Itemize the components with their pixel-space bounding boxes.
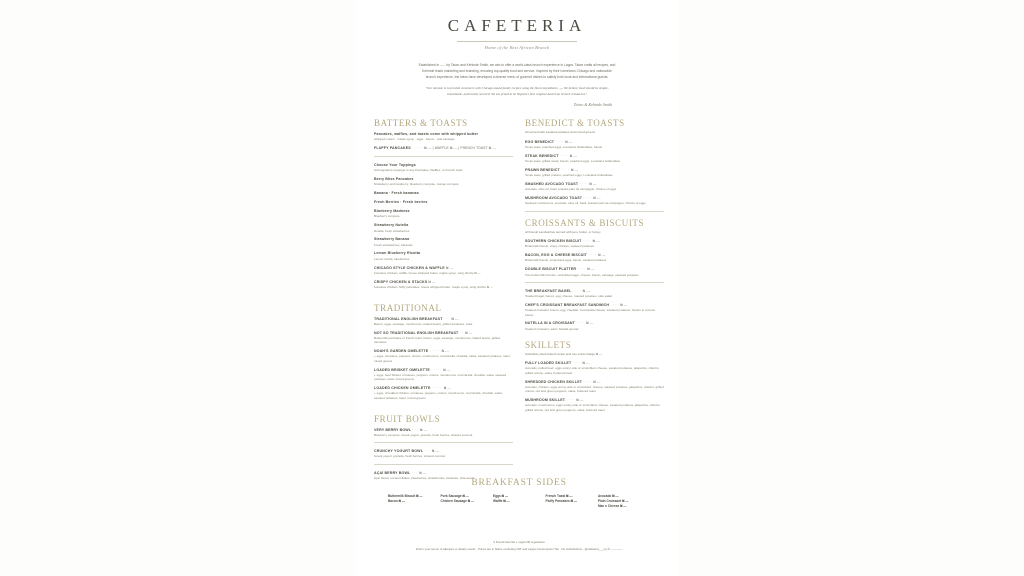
- section-title-benedict: BENEDICT & TOASTS: [525, 118, 625, 128]
- item-desc: + eggs, shredded chicken, tomatoes, peppers, onions, mushrooms, mozzarella, cheddar, salsa, sautéed potatoes, toast, mixed greens: [374, 391, 503, 400]
- item-price: ₦ ---: [441, 349, 449, 354]
- item-name: Lemon Blueberry Ricotta: [374, 251, 421, 256]
- menu-column-left: [374, 118, 513, 485]
- item-price: ₦ ---: [570, 167, 579, 172]
- item-name: NUTELLA IN A CROISSANT: [525, 321, 576, 326]
- sides-column: [493, 494, 545, 509]
- intro-text: Established in ----- by Taiwo and Kehinde Smith, we aim to offer a world-class brunch experience in Lagos. Taiwo crafts all recipes, and Kehinde leads marketing and branding, ensuring top-quality food and service. Inspired by their hometown Chicago and nationwide brunch experience, the twins have developed a diverse menu of gourmet dishes to satisfy both local and international guests.: [418, 63, 616, 79]
- item-desc: Sautéed mushrooms, avocado, olive oil, basil, toasted pain de campagne. Choice of eggs: [525, 201, 646, 206]
- menu-item: [374, 368, 513, 382]
- item-name: AÇAÍ BERRY BOWL: [374, 470, 411, 475]
- section-title-sides: BREAKFAST SIDES: [471, 478, 567, 488]
- leader-dots: ···: [412, 427, 419, 432]
- leader-dots: ····: [566, 398, 576, 403]
- divider: [525, 211, 664, 212]
- item-price: ₦ ---: [451, 316, 459, 321]
- menu-item: [374, 132, 513, 142]
- item-desc: + eggs, tomatoes, peppers, onions, mushrooms, mozzarella, cheddar, salsa, sautéed potatoes, toast, mixed greens: [374, 354, 511, 363]
- menu-item: [374, 349, 513, 363]
- item-name: PRAWN BENEDICT: [525, 167, 560, 172]
- brand-title: CAFETERIA: [447, 16, 587, 35]
- item-desc: Avocado, chicken, eggs sunny side or scrambled, cheese, sautéed potatoes, jalapeños, cilantro, grilled onions, red and green peppers, salsa, buttered toast: [525, 384, 664, 394]
- menu-item: [525, 380, 664, 394]
- side-item: French Toast ₦ ---: [545, 494, 573, 498]
- item-desc: Fresh strawberries, bananas: [374, 242, 413, 247]
- item-desc: Texas toast, poached eggs, Louisiana hollandaise, bacon: [525, 144, 603, 149]
- leader-dots: ·····: [429, 349, 441, 354]
- menu-columns: [374, 118, 664, 485]
- section-title-batters: BATTERS & TOASTS: [374, 118, 468, 128]
- item-name: NOT SO TRADITIONAL ENGLISH BREAKFAST: [374, 330, 459, 335]
- menu-item: [374, 280, 513, 290]
- item-desc: Blueberry compote: [374, 214, 400, 219]
- leader-dots: ···: [411, 470, 419, 475]
- menu-item: [525, 361, 664, 375]
- leader-dots: ····: [579, 181, 589, 186]
- item-price: ₦ ---: [589, 181, 597, 186]
- item-desc: Avocado, mushrooms, eggs sunny side or scrambled, cheese, sautéed potatoes, jalapeños, cilantro, grilled onions, red and green peppers, salsa, buttered toast: [525, 403, 661, 412]
- item-desc: Avocado, olive oil, basil, toasted pain de campagne. Choice of eggs: [525, 187, 617, 192]
- leader-dots: ···: [424, 449, 431, 454]
- item-desc: Nutella, fresh strawberries: [374, 228, 410, 233]
- item-name: DOUBLE BISCUIT PLATTER: [525, 267, 577, 272]
- item-desc: Buttermilk pancakes or french toast, bacon, eggs, sausage, mushrooms, baked beans, grilled tomatoes: [374, 335, 500, 345]
- menu-item: [374, 251, 513, 261]
- leader-dots: ····: [583, 195, 593, 200]
- item-price: ₦ ---: [576, 398, 584, 403]
- menu-item: [374, 191, 513, 196]
- item-price: ₦ ---: [587, 267, 595, 272]
- menu-item: [374, 223, 513, 233]
- item-desc: Texas toast, grilled steak, bacon, poached eggs, Louisiana hollandaise: [525, 158, 621, 163]
- menu-column-right: [525, 118, 664, 485]
- item-desc: boneless chicken, fluffy pancakes, house whipped butter, maple syrup, wing drizzle ₦ ---: [374, 284, 493, 289]
- item-name: SMASHED AVOCADO TOAST: [525, 181, 579, 186]
- owner-signature: Taiwo & Kehinde Smith: [573, 102, 612, 108]
- item-name: CRUNCHY YOGURT BOWL: [374, 449, 423, 454]
- item-name: Strawberry Nutella: [374, 223, 409, 228]
- item-desc: Bacon, eggs, sausage, mushrooms, baked beans, grilled tomatoes, toast: [374, 321, 473, 326]
- item-desc: Lemon ricotta, blueberries: [374, 256, 410, 261]
- item-desc: Buttermilk biscuit, crispy chicken, sautéed potatoes: [525, 244, 594, 249]
- menu-item: [525, 398, 664, 412]
- menu-footer: [374, 540, 664, 552]
- section-title-skillets: SKILLETS: [525, 339, 572, 350]
- footer-note: Inform your server of allergies or dietary needs · Prices are in Naira, excluding VAT and Lagos Consumption Tax · No substitutions · @cafeteria___ng ✆ ------------: [415, 547, 623, 551]
- item-name: Choose Your Toppings: [374, 162, 416, 167]
- item-name: LOADED CHICKEN OMELETTE: [374, 386, 431, 391]
- item-desc: Greek yogurt, granola, fresh berries, shaved coconut: [374, 454, 446, 459]
- divider: [374, 442, 513, 443]
- side-item: Waffle ₦ ---: [493, 499, 510, 504]
- item-name: Fresh Berries · Fresh berries: [374, 200, 428, 205]
- menu-item: [374, 200, 513, 205]
- item-price: ₦ ---: [593, 195, 601, 200]
- item-desc: whipped cream · maple syrup · eggs · bacon · and sausage: [374, 137, 455, 142]
- menu-item: [374, 163, 513, 173]
- leader-dots: ····: [588, 253, 597, 258]
- item-name: CRISPY CHICKEN & STACKS: [374, 279, 428, 284]
- item-desc: Strawberry and raspberry, blueberry compote, mango compote: [374, 182, 459, 186]
- menu-item: [525, 140, 664, 150]
- section-title-fruit-bowls: FRUIT BOWLS: [374, 413, 441, 424]
- sides-column: [388, 494, 440, 509]
- item-price: ₦ ---: [592, 239, 600, 244]
- item-price: ₦ ---: [582, 288, 590, 293]
- side-item: Buttermilk Biscuit ₦ ---: [388, 494, 423, 498]
- leader-dots: ····: [577, 267, 587, 272]
- item-price: ₦ ---: [424, 146, 432, 151]
- item-price: ₦ ---: [419, 470, 427, 475]
- item-price: ₦ ---: [420, 427, 428, 432]
- section-title-traditional: TRADITIONAL: [374, 302, 442, 313]
- item-desc: Blueberry compote, Greek yogurt, granola, fresh berries, shaved coconut: [374, 432, 473, 437]
- menu-item: [374, 146, 513, 151]
- menu-item: [374, 386, 513, 400]
- item-desc: Add signature toppings to any Pancakes, Waffles, or French toast.: [374, 167, 464, 172]
- menu-item: [525, 303, 664, 317]
- side-item: Avocado ₦ ---: [598, 494, 619, 498]
- menu-item: [525, 239, 664, 249]
- item-name: Strawberry Banana: [374, 237, 410, 242]
- item-price: ₦ ---: [428, 279, 436, 284]
- menu-item: [525, 289, 664, 299]
- menu-item: [525, 267, 664, 277]
- item-name: LOADED BRISKET OMELETTE: [374, 367, 430, 372]
- divider: [525, 282, 664, 283]
- item-price: ₦ ---: [443, 386, 452, 391]
- side-item: Plain Croissant ₦ ---: [598, 499, 629, 504]
- section-title-croissants: CROISSANTS & BISCUITS: [525, 217, 645, 228]
- item-variants: | WAFFLE ₦ --- | FRENCH TOAST ₦ ---: [432, 146, 497, 151]
- sides-grid: [374, 494, 664, 509]
- item-name: FLUFFY PANCAKES: [374, 146, 411, 151]
- leader-dots: ··: [459, 330, 464, 335]
- item-name: SOUTHERN CHICKEN BISCUIT: [525, 239, 582, 244]
- menu-item: [374, 266, 513, 276]
- item-desc: Toasted bagel, bacon, egg, cheese, roasted potatoes, side salad: [525, 294, 613, 299]
- item-desc: Açaí blend, coconut flakes, blueberries, strawberries, bananas, chia seeds: [374, 476, 475, 481]
- item-desc: + eggs, beef brisket, tomatoes, peppers, onions, mushrooms, mozzarella, cheddar, salsa, sautéed potatoes, toast, mixed greens: [374, 372, 507, 382]
- item-price: ₦ ---: [582, 361, 590, 366]
- menu-item: [374, 237, 513, 247]
- item-name: FULLY LOADED SKILLET: [525, 361, 572, 366]
- leader-dots: ···: [443, 316, 451, 321]
- side-item: Bacon ₦ ---: [388, 499, 405, 504]
- item-price: ₦ ---: [465, 330, 473, 335]
- leader-dots: ·····: [431, 367, 443, 372]
- side-item: Mac n Cheese ₦ ---: [598, 504, 627, 509]
- menu-item: [525, 154, 664, 164]
- item-price: ₦ ---: [443, 367, 451, 372]
- item-name: NOAH'S GARDEN OMELETTE: [374, 349, 429, 354]
- item-name: EGG BENEDICT: [525, 139, 555, 144]
- item-desc: Toasted croissant, bacon, egg, cheddar, mozzarella cheese, sautéed potatoes. Option to remove bacon.: [525, 308, 656, 317]
- item-name: MUSHROOM SKILLET: [525, 398, 566, 403]
- side-item: Fluffy Pancakes ₦ ---: [545, 499, 578, 504]
- side-item: Pork Sausage ₦ ---: [440, 494, 469, 498]
- item-name: CHICAGO STYLE CHICKEN & WAFFLE: [374, 265, 445, 270]
- menu-item: [374, 331, 513, 345]
- leader-dots: ····: [572, 288, 582, 293]
- menu-item: [525, 196, 664, 206]
- item-desc: Texas toast, grilled prawns, poached eggs, Louisiana hollandaise: [525, 172, 613, 177]
- menu-item: [374, 449, 513, 459]
- item-price: ₦ ---: [565, 139, 573, 144]
- leader-dots: ····: [610, 302, 620, 307]
- sides-column: [546, 494, 598, 509]
- dietary-key: ♦ Friend-favorite v vegan ✿ vegetarian: [493, 540, 545, 544]
- item-name: STEAK BENEDICT: [525, 153, 559, 158]
- menu-item: [374, 209, 513, 219]
- item-name: CHEF'S CROISSANT BREAKFAST SANDWICH: [525, 302, 610, 307]
- leader-dots: ····: [559, 153, 569, 158]
- section-subtitle: All served with sautéed potatoes and mixed greens: [525, 130, 595, 134]
- sides-column: [441, 494, 493, 509]
- brand-divider: [457, 41, 577, 42]
- menu-item: [525, 182, 664, 192]
- item-price: ₦ ---: [620, 302, 628, 307]
- item-price: ₦ ---: [593, 379, 601, 384]
- item-name: Blueberry Madness: [374, 209, 410, 214]
- item-desc: Buttermilk biscuit, scrambled eggs, bacon, sautéed potatoes: [525, 258, 607, 263]
- menu-item: [525, 321, 664, 331]
- item-name: THE BREAKFAST BAGEL: [525, 288, 572, 293]
- item-price: ₦ ---: [431, 449, 440, 454]
- side-item: Chicken Sausage ₦ ---: [440, 499, 475, 504]
- breakfast-sides-section: [374, 478, 664, 509]
- section-subtitle: Substitute plant-based recipe and see extra charge ₦ ---: [525, 351, 603, 356]
- item-name: TRADITIONAL ENGLISH BREAKFAST: [374, 316, 443, 321]
- leader-dots: ····: [576, 321, 585, 326]
- divider: [374, 156, 513, 157]
- item-desc: Two buttermilk biscuits, scrambled eggs, cheese, bacon, sausage, sautéed potatoes: [525, 272, 639, 277]
- section-subtitle: All biscuit sandwiches served with jam, butter, or honey: [525, 229, 601, 234]
- item-name: Banana · Fresh bananas: [374, 190, 419, 195]
- divider: [374, 464, 513, 465]
- item-name: BACON, EGG & CHEESE BISCUIT: [525, 253, 587, 258]
- leader-dots: ····: [555, 139, 565, 144]
- menu-item: [374, 317, 513, 327]
- leader-dots: ····: [583, 379, 593, 384]
- item-price: ₦ ---: [569, 153, 578, 158]
- item-name: VERY BERRY BOWL: [374, 427, 412, 432]
- leader-dots: ····: [561, 167, 570, 172]
- menu-item: [374, 428, 513, 438]
- item-name: Pancakes, waffles, and toasts come with whipped butter: [374, 132, 479, 136]
- intro-paragraph: [417, 63, 617, 80]
- leader-dots: ·····: [412, 146, 423, 151]
- side-item: Eggs ₦ ---: [493, 494, 509, 498]
- menu-item: [525, 253, 664, 263]
- leader-dots: ·····: [431, 386, 443, 391]
- mission-quote: "Our mission is to provide customers with Chicago-based family recipes using the finest ingredients. ,,,,, We believe food should be simple, sustainable, and locally sourced. We are proud to be Nigeria's first original American brunch restaurant.": [425, 86, 609, 97]
- item-name: Berry Bliss Pancakes: [374, 176, 414, 181]
- item-desc: Toasted croissant, warm Nutella spread: [525, 326, 579, 331]
- item-name: SHREDDED CHICKEN SKILLET: [525, 379, 583, 384]
- leader-dots: ····: [582, 239, 592, 244]
- menu-item: [525, 168, 664, 178]
- item-desc: boneless chicken, waffle, house whipped butter, maple syrup, wing drizzle ₦ ---: [374, 270, 481, 275]
- menu-item: [374, 177, 513, 187]
- item-name: MUSHROOM AVOCADO TOAST: [525, 195, 583, 200]
- sides-column: [598, 494, 650, 509]
- brand-tagline: Home of the Best African Brunch: [484, 45, 550, 50]
- item-desc: Avocado, pulled beef, eggs sunny side or scrambled, cheese, sautéed potatoes, jalapeños, cilantro, grilled onions, salsa, buttered toast: [525, 366, 660, 375]
- item-price: ₦ ---: [445, 265, 454, 270]
- item-price: ₦ ---: [586, 321, 594, 326]
- item-price: ₦ ---: [598, 253, 606, 258]
- leader-dots: ····: [572, 361, 582, 366]
